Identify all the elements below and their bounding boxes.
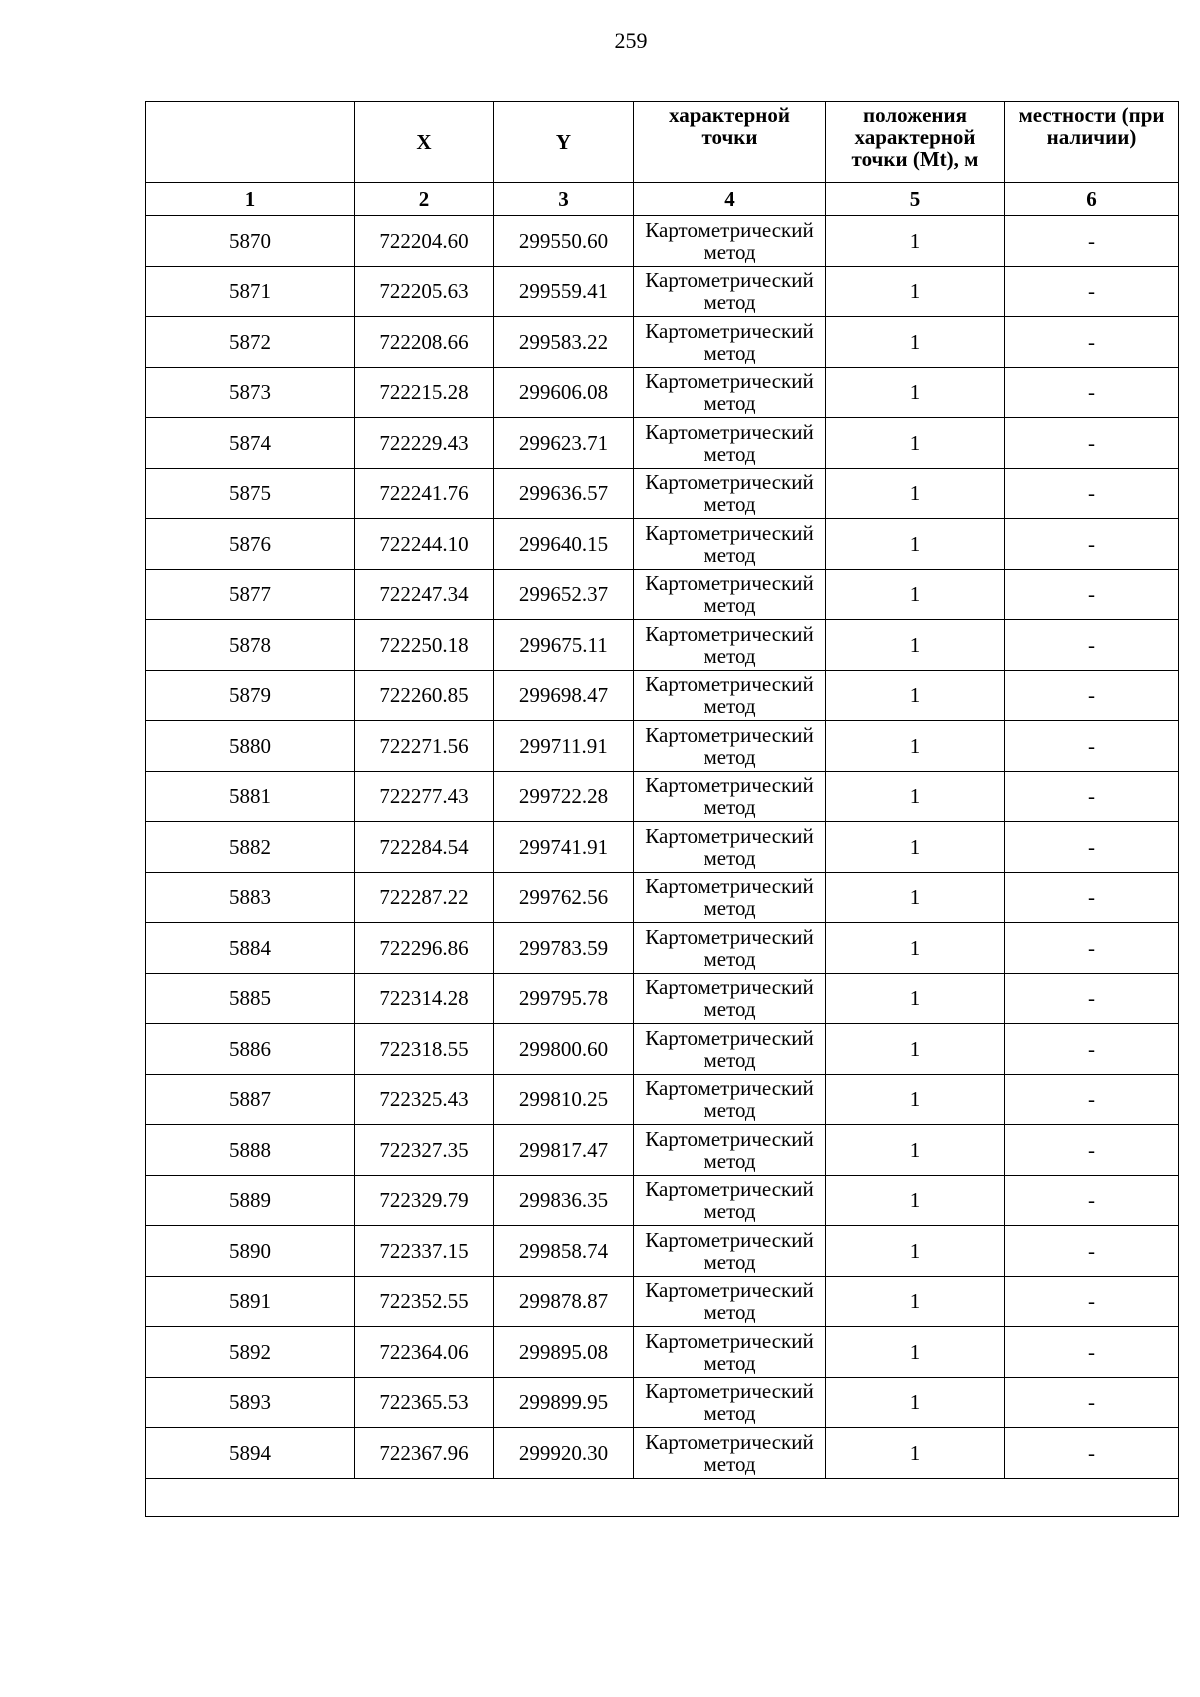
method-cell-line: Картометрический — [645, 1227, 814, 1252]
y-coordinate-cell: 299762.56 — [494, 872, 634, 923]
method-cell — [634, 923, 826, 974]
method-cell — [634, 367, 826, 418]
method-cell-line: Картометрический — [645, 924, 814, 949]
point-number-cell: 5880 — [146, 721, 355, 772]
x-coordinate-cell: 722327.35 — [355, 1125, 494, 1176]
accuracy-cell: 1 — [826, 1074, 1005, 1125]
method-cell-line: Картометрический — [645, 1126, 814, 1151]
coordinates-table — [145, 101, 1179, 1517]
y-coordinate-cell: 299920.30 — [494, 1428, 634, 1479]
y-coordinate-cell: 299722.28 — [494, 771, 634, 822]
point-number-cell: 5890 — [146, 1226, 355, 1277]
description-cell: - — [1005, 418, 1179, 469]
y-coordinate-cell: 299550.60 — [494, 216, 634, 267]
method-cell-line: метод — [703, 593, 756, 618]
y-coordinate-cell: 299810.25 — [494, 1074, 634, 1125]
header-col-x: X — [355, 102, 494, 183]
accuracy-cell: 1 — [826, 1125, 1005, 1176]
method-cell-line: Картометрический — [645, 773, 814, 798]
x-coordinate-cell: 722287.22 — [355, 872, 494, 923]
method-cell-line: Картометрический — [645, 672, 814, 697]
header-col-1 — [146, 102, 355, 183]
method-cell — [634, 266, 826, 317]
x-coordinate-cell: 722367.96 — [355, 1428, 494, 1479]
method-cell-line: метод — [703, 845, 756, 870]
method-cell — [634, 216, 826, 267]
y-coordinate-cell: 299652.37 — [494, 569, 634, 620]
description-cell: - — [1005, 266, 1179, 317]
x-coordinate-cell: 722271.56 — [355, 721, 494, 772]
description-cell: - — [1005, 1276, 1179, 1327]
accuracy-cell: 1 — [826, 569, 1005, 620]
method-cell-line: Картометрический — [645, 1278, 814, 1303]
description-cell: - — [1005, 872, 1179, 923]
method-cell-line: Картометрический — [645, 318, 814, 343]
y-coordinate-cell: 299711.91 — [494, 721, 634, 772]
description-cell: - — [1005, 1428, 1179, 1479]
y-coordinate-cell: 299895.08 — [494, 1327, 634, 1378]
x-coordinate-cell: 722244.10 — [355, 519, 494, 570]
description-cell: - — [1005, 1226, 1179, 1277]
column-number: 4 — [634, 183, 826, 216]
accuracy-cell: 1 — [826, 1226, 1005, 1277]
point-number-cell: 5894 — [146, 1428, 355, 1479]
x-coordinate-cell: 722318.55 — [355, 1024, 494, 1075]
accuracy-cell: 1 — [826, 1377, 1005, 1428]
header-col-method-line: точки — [701, 125, 758, 149]
method-cell-line: Картометрический — [645, 1025, 814, 1050]
table-row — [146, 1327, 1179, 1378]
y-coordinate-cell: 299623.71 — [494, 418, 634, 469]
method-cell-line: метод — [703, 1098, 756, 1123]
accuracy-cell: 1 — [826, 1428, 1005, 1479]
method-cell-line: Картометрический — [645, 419, 814, 444]
method-cell-line: метод — [703, 441, 756, 466]
method-cell-line: Картометрический — [645, 1177, 814, 1202]
header-col-accuracy-line: положения — [863, 103, 967, 127]
point-number-cell: 5889 — [146, 1175, 355, 1226]
point-number-cell: 5870 — [146, 216, 355, 267]
y-coordinate-cell: 299675.11 — [494, 620, 634, 671]
accuracy-cell: 1 — [826, 771, 1005, 822]
method-cell — [634, 1428, 826, 1479]
method-cell-line: Картометрический — [645, 1379, 814, 1404]
point-number-cell: 5872 — [146, 317, 355, 368]
y-coordinate-cell: 299559.41 — [494, 266, 634, 317]
method-cell-line: метод — [703, 340, 756, 365]
method-cell-line: Картометрический — [645, 1328, 814, 1353]
x-coordinate-cell: 722352.55 — [355, 1276, 494, 1327]
method-cell-line: Картометрический — [645, 369, 814, 394]
x-coordinate-cell: 722277.43 — [355, 771, 494, 822]
header-col-y: Y — [494, 102, 634, 183]
method-cell-line: Картометрический — [645, 268, 814, 293]
x-coordinate-cell: 722365.53 — [355, 1377, 494, 1428]
table-row — [146, 1276, 1179, 1327]
description-cell: - — [1005, 822, 1179, 873]
table-row — [146, 771, 1179, 822]
x-coordinate-cell: 722241.76 — [355, 468, 494, 519]
y-coordinate-cell: 299817.47 — [494, 1125, 634, 1176]
method-cell-line: Картометрический — [645, 722, 814, 747]
method-cell-line: метод — [703, 1401, 756, 1426]
point-number-cell: 5878 — [146, 620, 355, 671]
description-cell: - — [1005, 1327, 1179, 1378]
method-cell — [634, 1024, 826, 1075]
description-cell: - — [1005, 670, 1179, 721]
method-cell-line: метод — [703, 694, 756, 719]
accuracy-cell: 1 — [826, 519, 1005, 570]
x-coordinate-cell: 722247.34 — [355, 569, 494, 620]
x-coordinate-cell: 722215.28 — [355, 367, 494, 418]
method-cell-line: метод — [703, 1451, 756, 1476]
y-coordinate-cell: 299800.60 — [494, 1024, 634, 1075]
accuracy-cell: 1 — [826, 1175, 1005, 1226]
method-cell-line: метод — [703, 542, 756, 567]
method-cell — [634, 1276, 826, 1327]
accuracy-cell: 1 — [826, 721, 1005, 772]
table-row — [146, 1125, 1179, 1176]
x-coordinate-cell: 722208.66 — [355, 317, 494, 368]
accuracy-cell: 1 — [826, 1276, 1005, 1327]
description-cell: - — [1005, 923, 1179, 974]
method-cell-line: метод — [703, 1249, 756, 1274]
table-row — [146, 317, 1179, 368]
accuracy-cell: 1 — [826, 367, 1005, 418]
y-coordinate-cell: 299836.35 — [494, 1175, 634, 1226]
table-row — [146, 418, 1179, 469]
point-number-cell: 5871 — [146, 266, 355, 317]
x-coordinate-cell: 722284.54 — [355, 822, 494, 873]
point-number-cell: 5887 — [146, 1074, 355, 1125]
description-cell: - — [1005, 771, 1179, 822]
y-coordinate-cell: 299741.91 — [494, 822, 634, 873]
y-coordinate-cell: 299636.57 — [494, 468, 634, 519]
y-coordinate-cell: 299795.78 — [494, 973, 634, 1024]
y-coordinate-cell: 299698.47 — [494, 670, 634, 721]
point-number-cell: 5875 — [146, 468, 355, 519]
table-row — [146, 468, 1179, 519]
point-number-cell: 5882 — [146, 822, 355, 873]
accuracy-cell: 1 — [826, 317, 1005, 368]
accuracy-cell: 1 — [826, 468, 1005, 519]
point-number-cell: 5883 — [146, 872, 355, 923]
x-coordinate-cell: 722329.79 — [355, 1175, 494, 1226]
header-col-method — [634, 102, 826, 183]
x-coordinate-cell: 722325.43 — [355, 1074, 494, 1125]
description-cell: - — [1005, 721, 1179, 772]
method-cell-line: метод — [703, 1350, 756, 1375]
point-number-cell: 5893 — [146, 1377, 355, 1428]
method-cell-line: Картометрический — [645, 823, 814, 848]
table-row — [146, 519, 1179, 570]
method-cell-line: Картометрический — [645, 1429, 814, 1454]
table-row — [146, 1377, 1179, 1428]
y-coordinate-cell: 299583.22 — [494, 317, 634, 368]
method-cell — [634, 822, 826, 873]
method-cell-line: Картометрический — [645, 217, 814, 242]
method-cell — [634, 973, 826, 1024]
accuracy-cell: 1 — [826, 822, 1005, 873]
description-cell: - — [1005, 1074, 1179, 1125]
method-cell — [634, 418, 826, 469]
header-col-accuracy-line: точки (Mt), м — [851, 147, 979, 171]
method-cell-line: метод — [703, 896, 756, 921]
method-cell — [634, 468, 826, 519]
point-number-cell: 5876 — [146, 519, 355, 570]
accuracy-cell: 1 — [826, 266, 1005, 317]
accuracy-cell: 1 — [826, 620, 1005, 671]
table-row — [146, 1428, 1179, 1479]
method-cell-line: Картометрический — [645, 1076, 814, 1101]
method-cell-line: Картометрический — [645, 874, 814, 899]
table-footer-cell — [146, 1478, 1179, 1516]
description-cell: - — [1005, 317, 1179, 368]
table-row — [146, 266, 1179, 317]
y-coordinate-cell: 299878.87 — [494, 1276, 634, 1327]
description-cell: - — [1005, 1175, 1179, 1226]
method-cell — [634, 317, 826, 368]
table-row — [146, 1074, 1179, 1125]
x-coordinate-cell: 722204.60 — [355, 216, 494, 267]
x-coordinate-cell: 722205.63 — [355, 266, 494, 317]
description-cell: - — [1005, 367, 1179, 418]
table-row — [146, 923, 1179, 974]
method-cell-line: метод — [703, 239, 756, 264]
table-row — [146, 1226, 1179, 1277]
method-cell — [634, 1377, 826, 1428]
table-row — [146, 620, 1179, 671]
x-coordinate-cell: 722260.85 — [355, 670, 494, 721]
accuracy-cell: 1 — [826, 973, 1005, 1024]
method-cell — [634, 569, 826, 620]
table-row — [146, 367, 1179, 418]
method-cell-line: метод — [703, 1047, 756, 1072]
y-coordinate-cell: 299899.95 — [494, 1377, 634, 1428]
method-cell-line: метод — [703, 391, 756, 416]
table-header-row — [146, 102, 1179, 183]
column-number-row — [146, 183, 1179, 216]
method-cell — [634, 1074, 826, 1125]
method-cell-line: Картометрический — [645, 520, 814, 545]
point-number-cell: 5879 — [146, 670, 355, 721]
point-number-cell: 5888 — [146, 1125, 355, 1176]
column-number: 1 — [146, 183, 355, 216]
method-cell-line: метод — [703, 744, 756, 769]
method-cell-line: Картометрический — [645, 975, 814, 1000]
y-coordinate-cell: 299640.15 — [494, 519, 634, 570]
point-number-cell: 5885 — [146, 973, 355, 1024]
table-row — [146, 1175, 1179, 1226]
method-cell — [634, 1226, 826, 1277]
description-cell: - — [1005, 973, 1179, 1024]
method-cell-line: метод — [703, 946, 756, 971]
table-row — [146, 973, 1179, 1024]
point-number-cell: 5891 — [146, 1276, 355, 1327]
header-col-method-line: характерной — [668, 103, 791, 127]
method-cell-line: метод — [703, 492, 756, 517]
table-footer-row — [146, 1478, 1179, 1516]
method-cell — [634, 1175, 826, 1226]
method-cell — [634, 1125, 826, 1176]
table-row — [146, 872, 1179, 923]
accuracy-cell: 1 — [826, 670, 1005, 721]
method-cell-line: метод — [703, 795, 756, 820]
method-cell — [634, 670, 826, 721]
description-cell: - — [1005, 216, 1179, 267]
table-row — [146, 569, 1179, 620]
table-row — [146, 721, 1179, 772]
method-cell-line: Картометрический — [645, 621, 814, 646]
point-number-cell: 5874 — [146, 418, 355, 469]
header-col-description — [1005, 102, 1179, 183]
method-cell — [634, 519, 826, 570]
method-cell-line: метод — [703, 643, 756, 668]
header-col-accuracy — [826, 102, 1005, 183]
x-coordinate-cell: 722229.43 — [355, 418, 494, 469]
description-cell: - — [1005, 1024, 1179, 1075]
method-cell-line: метод — [703, 290, 756, 315]
method-cell-line: метод — [703, 997, 756, 1022]
x-coordinate-cell: 722337.15 — [355, 1226, 494, 1277]
method-cell-line: метод — [703, 1148, 756, 1173]
description-cell: - — [1005, 468, 1179, 519]
x-coordinate-cell: 722250.18 — [355, 620, 494, 671]
method-cell — [634, 771, 826, 822]
point-number-cell: 5892 — [146, 1327, 355, 1378]
accuracy-cell: 1 — [826, 1327, 1005, 1378]
table-row — [146, 216, 1179, 267]
table-row — [146, 1024, 1179, 1075]
accuracy-cell: 1 — [826, 418, 1005, 469]
page-number: 259 — [614, 28, 648, 53]
method-cell-line: Картометрический — [645, 571, 814, 596]
column-number: 3 — [494, 183, 634, 216]
accuracy-cell: 1 — [826, 923, 1005, 974]
point-number-cell: 5884 — [146, 923, 355, 974]
accuracy-cell: 1 — [826, 872, 1005, 923]
method-cell-line: Картометрический — [645, 470, 814, 495]
column-number: 2 — [355, 183, 494, 216]
description-cell: - — [1005, 569, 1179, 620]
header-col-description-line: местности (при — [1018, 103, 1165, 127]
y-coordinate-cell: 299858.74 — [494, 1226, 634, 1277]
point-number-cell: 5886 — [146, 1024, 355, 1075]
method-cell — [634, 721, 826, 772]
x-coordinate-cell: 722296.86 — [355, 923, 494, 974]
accuracy-cell: 1 — [826, 216, 1005, 267]
method-cell-line: метод — [703, 1199, 756, 1224]
point-number-cell: 5877 — [146, 569, 355, 620]
header-col-accuracy-line: характерной — [854, 125, 976, 149]
y-coordinate-cell: 299783.59 — [494, 923, 634, 974]
point-number-cell: 5881 — [146, 771, 355, 822]
description-cell: - — [1005, 1125, 1179, 1176]
column-number: 5 — [826, 183, 1005, 216]
method-cell — [634, 872, 826, 923]
x-coordinate-cell: 722314.28 — [355, 973, 494, 1024]
description-cell: - — [1005, 519, 1179, 570]
table-body — [146, 216, 1179, 1479]
x-coordinate-cell: 722364.06 — [355, 1327, 494, 1378]
header-col-description-line: наличии) — [1046, 125, 1137, 149]
accuracy-cell: 1 — [826, 1024, 1005, 1075]
method-cell-line: метод — [703, 1300, 756, 1325]
table-row — [146, 670, 1179, 721]
method-cell — [634, 1327, 826, 1378]
y-coordinate-cell: 299606.08 — [494, 367, 634, 418]
table-row — [146, 822, 1179, 873]
point-number-cell: 5873 — [146, 367, 355, 418]
description-cell: - — [1005, 1377, 1179, 1428]
method-cell — [634, 620, 826, 671]
column-number: 6 — [1005, 183, 1179, 216]
description-cell: - — [1005, 620, 1179, 671]
